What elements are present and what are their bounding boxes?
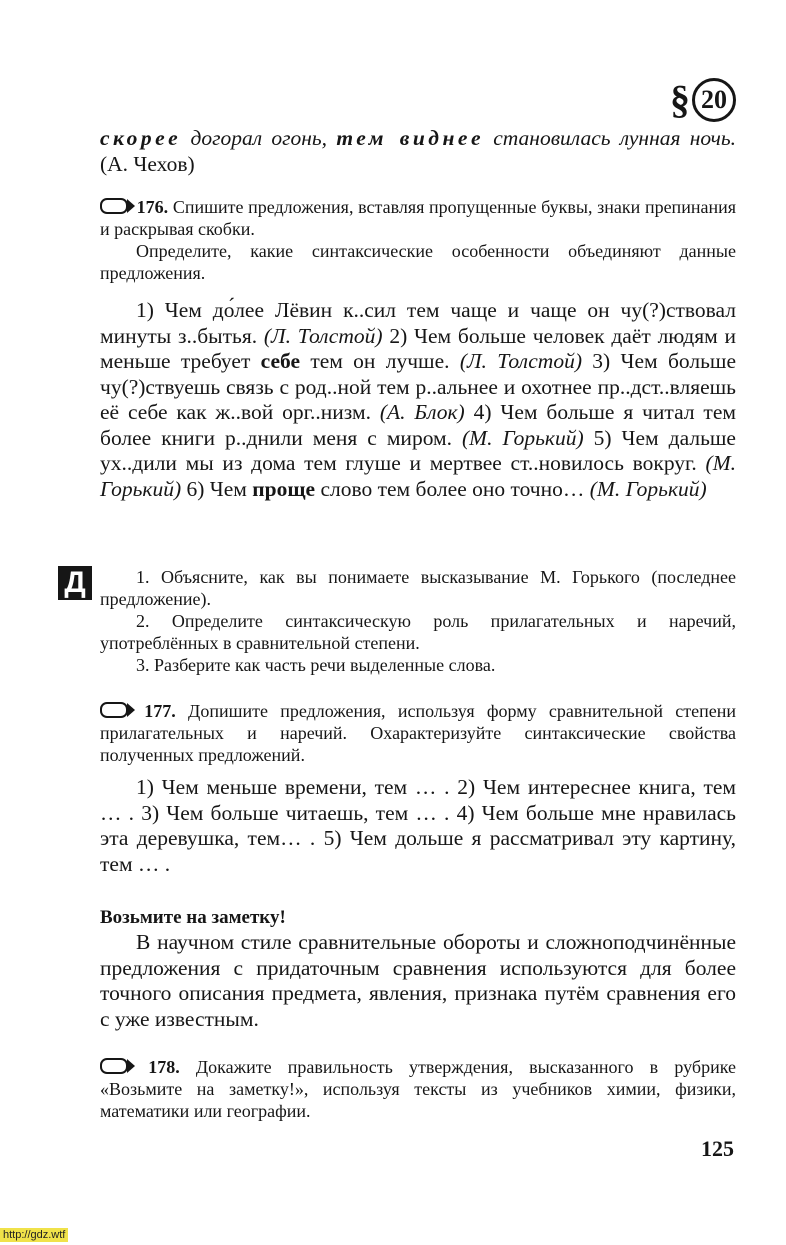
sentence-6c: слово тем более оно точно…	[315, 476, 585, 501]
note-box	[100, 906, 736, 1032]
exercise-178-number: 178.	[148, 1057, 180, 1077]
highlighted-word-sebe: себе	[260, 349, 301, 373]
intro-quote	[100, 126, 736, 177]
highlighted-word-proshche: проще	[252, 476, 316, 501]
intro-emph-1: скорее	[100, 126, 182, 150]
section-number: 20	[692, 78, 736, 122]
write-exercise-icon	[100, 702, 128, 718]
write-exercise-icon	[100, 1058, 128, 1074]
exercise-177-number: 177.	[144, 701, 176, 721]
author-4: (М. Горький)	[452, 425, 584, 450]
intro-emph-2: тем виднее	[336, 126, 484, 150]
sentence-2c: тем он лучше.	[300, 349, 450, 373]
note-body: В научном стиле сравнительные обороты и сложноподчинённые предложения с придаточным сравнения используются для более точного описания предмета, явления, признака путём сравнения его с уже известным.	[100, 930, 736, 1031]
sentence-6a: 6) Чем	[181, 476, 253, 501]
intro-source: (А. Чехов)	[100, 151, 195, 176]
author-1: (Л. Толстой)	[257, 323, 383, 348]
exercise-176-body	[100, 298, 736, 502]
task-item: 2. Определите синтаксическую роль прилагательных и наречий, употреблённых в сравнительной степени.	[100, 611, 736, 653]
note-title: Возьмите на заметку!	[100, 907, 286, 928]
author-5: (М. Горький)	[100, 451, 736, 501]
sentence-5: 5) Чем дальше ух..дили мы из дома тем глуше и мертвее ст..новилось вокруг.	[100, 425, 736, 475]
sentence-2a: 2) Чем больше человек даёт людям и меньше требует	[100, 323, 736, 373]
watermark-link[interactable]: http://gdz.wtf	[0, 1228, 68, 1242]
author-3: (А. Блок)	[370, 400, 465, 424]
section-marker	[670, 76, 736, 123]
author-6: (М. Горький)	[584, 476, 707, 501]
sentence-1: 1) Чем до́лее Лёвин к..сил тем чаще и чаще он чу(?)ствовал минуты з..бытья.	[100, 298, 736, 348]
exercise-177-instruction: Допишите предложения, используя форму сравнительной степени прилагательных и наречий. Охарактеризуйте синтаксические свойства полученных предложений.	[100, 701, 737, 765]
page-number: 125	[701, 1136, 734, 1161]
exercise-176-instruction: Спишите предложения, вставляя пропущенные буквы, знаки препинания и раскрывая скобки.	[100, 197, 736, 239]
exercise-178-task	[100, 1056, 736, 1122]
section-symbol: §	[670, 77, 690, 122]
exercise-176-instruction-2: Определите, какие синтаксические особенности объединяют данные предложения.	[100, 241, 736, 283]
task-item: 1. Объясните, как вы понимаете высказывание М. Горького (последнее предложение).	[100, 567, 736, 609]
tasks-list	[100, 566, 736, 676]
author-2: (Л. Толстой)	[449, 349, 582, 373]
exercise-176-number: 176.	[136, 197, 169, 217]
intro-text-1: догорал огонь,	[181, 126, 337, 150]
exercise-176-task	[100, 196, 736, 284]
exercise-177-task	[100, 700, 736, 766]
task-item: 3. Разберите как часть речи выделенные слова.	[136, 655, 496, 675]
task-block-icon: Д	[58, 566, 92, 600]
intro-text-2: становилась лунная ночь.	[483, 126, 736, 150]
exercise-178-instruction: Докажите правильность утверждения, высказанного в рубрике «Возьмите на заметку!», используя тексты из учебников химии, физики, математики или географии.	[100, 1057, 736, 1121]
sentence-3: 3) Чем больше чу(?)ствуешь связь с род..ной тем р..альнее и охотнее пр..дст..вляешь её себе как ж..вой орг..низм.	[100, 349, 736, 424]
write-exercise-icon	[100, 198, 128, 214]
sentence-4: 4) Чем больше я читал тем более книги р..днили меня с миром.	[100, 400, 736, 450]
exercise-177-body: 1) Чем меньше времени, тем … . 2) Чем интереснее книга, тем … . 3) Чем больше читаешь, тем … . 4) Чем больше мне нравилась эта деревушка, тем… . 5) Чем дольше я рассматривал эту картину, тем … .	[100, 775, 736, 876]
